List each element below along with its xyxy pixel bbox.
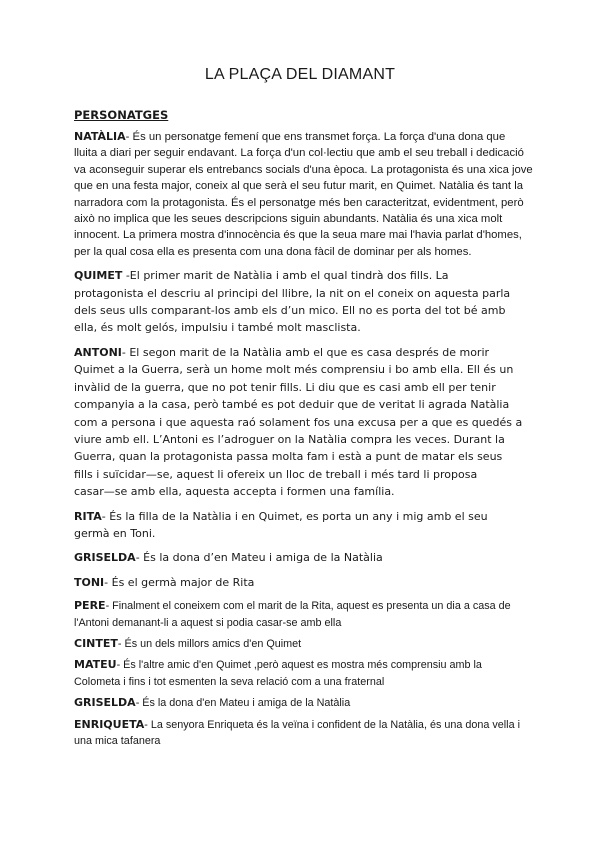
character-entry-griselda xyxy=(74,695,544,711)
entry-line: fills i suïcidar—se, aquest li ofereix un lloc de treball i més tard li proposa xyxy=(74,467,478,481)
character-name: RITA xyxy=(74,509,102,523)
entry-line: va aconseguir superar els entrebancs socials d'una època. La protagonista és una xica jove xyxy=(74,163,533,176)
character-name: PERE xyxy=(74,599,106,613)
character-name: ANTONI xyxy=(74,345,122,359)
entry-line: viure amb ell. L’Antoni es l’adroguer on la Natàlia compra les veces. Durant la xyxy=(74,432,505,446)
entry-text: - És el germà major de Rita xyxy=(104,575,255,589)
character-entry-griselda xyxy=(74,549,544,566)
character-entry-rita xyxy=(74,508,544,543)
document-title: LA PLAÇA DEL DIAMANT xyxy=(204,66,396,83)
entry-line: com a persona i que aquesta raó solament fos una excusa per a que es quedés a xyxy=(74,415,523,429)
entry-line xyxy=(74,344,544,361)
entry-line: ella, és molt gelós, impulsiu i també molt masclista. xyxy=(74,321,361,335)
character-name: GRISELDA xyxy=(74,696,136,710)
entry-line xyxy=(74,657,544,673)
entry-line: narradora com la protagonista. És el personatge més ben caracteritzat, evidentment, però xyxy=(74,196,524,209)
entry-line: lluita a diari per seguir endavant. La força d'un col·lectiu que amb el seu treball i dedicació xyxy=(74,147,524,160)
entry-line: això no implica que les seues descripcions siguin abundants. Natàlia és una xica molt xyxy=(74,213,503,226)
entry-line: dels seus ulls comparant-los amb els d’un mico. Ell no es porta del tot bé amb xyxy=(74,304,506,318)
entry-line xyxy=(74,636,544,652)
entry-text: - És la dona d'en Mateu i amiga de la Natàlia xyxy=(135,697,351,710)
entry-text: - Finalment el coneixem com el marit de la Rita, aquest es presenta un dia a casa de xyxy=(105,600,511,613)
entry-line: invàlid de la guerra, que no pot tenir fills. Li diu que es casi amb ell per tenir xyxy=(74,380,496,394)
entry-line: l'Antoni demanant-li a aquest si podia casar-se amb ella xyxy=(74,616,342,629)
entry-line xyxy=(74,717,544,733)
section-heading: PERSONATGES xyxy=(74,108,169,122)
entry-line xyxy=(74,129,544,145)
entry-line xyxy=(74,598,544,614)
character-entry-quimet xyxy=(74,267,544,337)
character-name: MATEU xyxy=(74,658,117,672)
entry-text: - La senyora Enriqueta és la veïna i confident de la Natàlia, és una dona vella i xyxy=(144,718,520,731)
entry-line xyxy=(74,574,544,591)
entry-text: - És l'altre amic d'en Quimet ,però aquest es mostra més comprensiu amb la xyxy=(116,659,482,672)
character-entry-toni xyxy=(74,574,544,591)
character-list xyxy=(74,129,554,754)
entry-text: - És un dels millors amics d'en Quimet xyxy=(117,637,302,650)
entry-text: - És la dona d’en Mateu i amiga de la Natàlia xyxy=(135,551,383,565)
character-name: NATÀLIA xyxy=(74,130,126,143)
entry-line: Quimet a la Guerra, serà un home molt més comprensiu i bo amb ella. Ell és un xyxy=(74,363,514,377)
character-name: TONI xyxy=(74,575,105,589)
entry-text: -El primer marit de Natàlia i amb el qual tindrà dos fills. La xyxy=(122,269,449,283)
entry-line: protagonista el descriu al principi del llibre, la nit on el coneix on aquesta parla xyxy=(74,286,511,300)
entry-line xyxy=(74,549,544,566)
entry-line xyxy=(74,267,544,284)
entry-line: innocent. La primera mostra d'innocència és que la seua mare mai l'havia parlat d'homes, xyxy=(74,229,522,242)
character-entry-enriqueta xyxy=(74,717,544,750)
entry-line: casar—se amb ella, aquesta accepta i formen una família. xyxy=(74,485,395,499)
character-entry-pere xyxy=(74,598,544,631)
entry-line: Colometa i fins i tot esmenten la seva relació com a una fraternal xyxy=(74,675,385,688)
entry-line xyxy=(74,695,544,711)
character-name: GRISELDA xyxy=(74,551,136,565)
entry-text: - És la filla de la Natàlia i en Quimet, es porta un any i mig amb el seu xyxy=(101,509,488,523)
entry-line xyxy=(74,508,544,525)
entry-line: una mica tafanera xyxy=(74,735,161,747)
character-entry-mateu xyxy=(74,657,544,690)
character-name: CINTET xyxy=(74,636,118,650)
entry-text: - És un personatge femení que ens transmet força. La força d'una dona que xyxy=(125,131,506,143)
entry-text: - El segon marit de la Natàlia amb el que es casa després de morir xyxy=(121,345,490,359)
character-name: ENRIQUETA xyxy=(74,717,145,731)
character-entry-antoni xyxy=(74,344,544,501)
entry-line: germà en Toni. xyxy=(74,526,156,540)
character-entry-cintet xyxy=(74,636,544,652)
character-name: QUIMET xyxy=(74,269,123,283)
entry-line: companyia a la casa, però també es pot deduir que de veritat li agrada Natàlia xyxy=(74,398,510,412)
character-entry-natàlia xyxy=(74,129,544,260)
entry-line: que en una festa major, coneix al que serà el seu futur marit, en Quimet. Natàlia és tant la xyxy=(74,180,523,193)
entry-line: Guerra, quan la protagonista passa molta fam i està a punt de matar els seus xyxy=(74,450,503,464)
entry-line: per la qual cosa ella es presenta com una dona fàcil de dominar per als homes. xyxy=(74,245,472,258)
